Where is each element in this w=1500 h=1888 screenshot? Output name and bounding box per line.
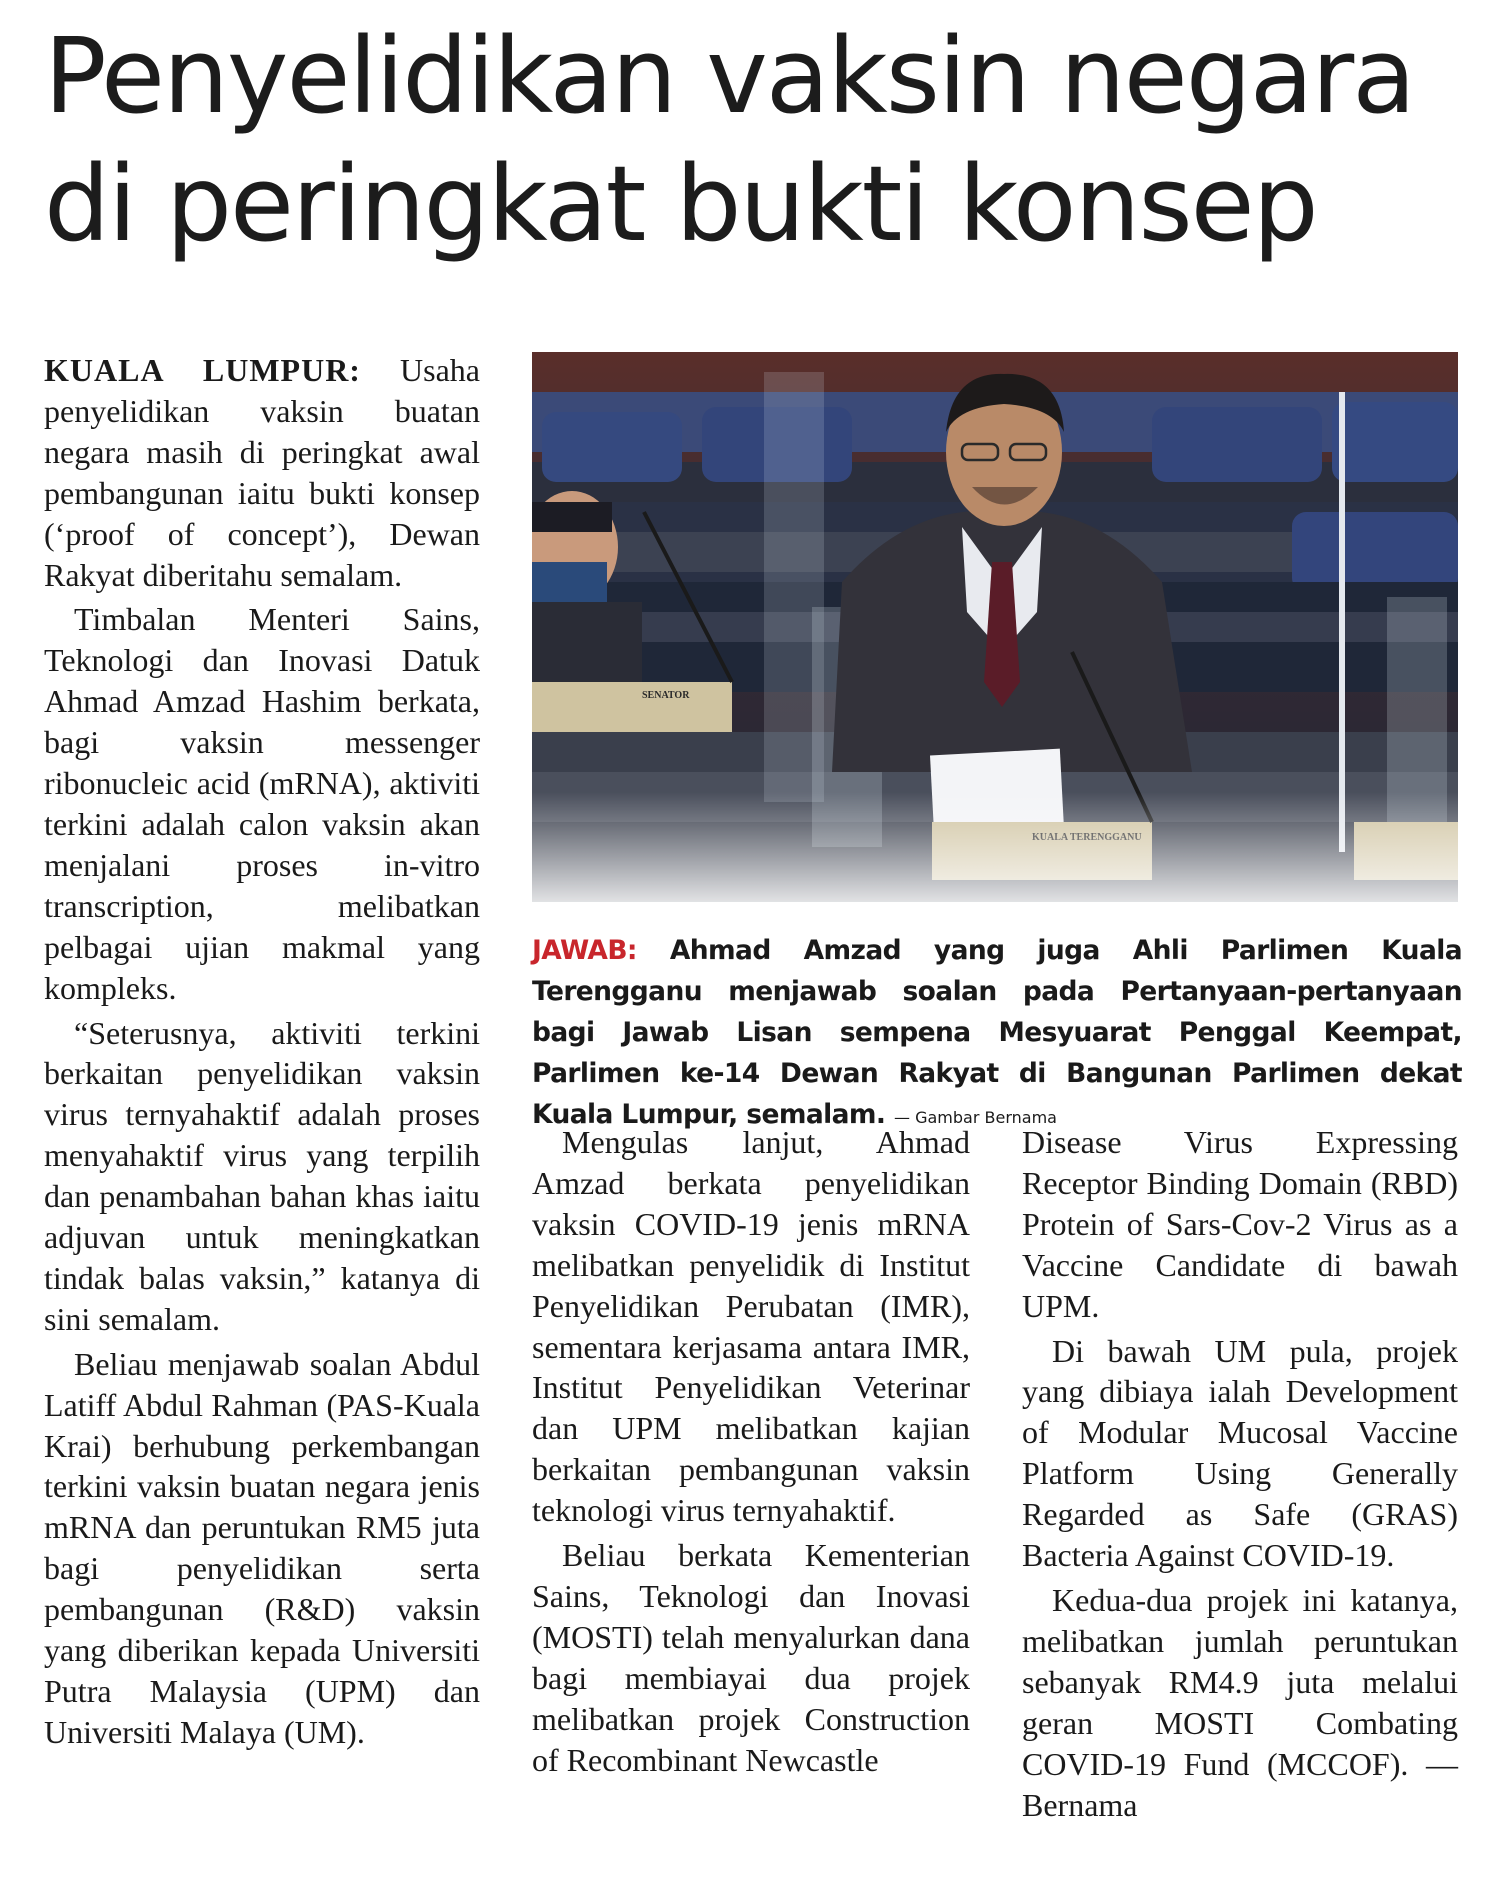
paragraph-2: Timbalan Menteri Sains, Teknologi dan Inovasi Datuk Ahmad Amzad Hashim berkata, bagi vaksin messenger ribonucleic acid (mRNA), aktiviti terkini adalah calon vaksin akan menjalani proses in-vitro transcription, melibatkan pelbagai ujian makmal yang kompleks.: [44, 601, 480, 1006]
caption-label: JAWAB:: [532, 935, 637, 966]
news-photo: [532, 352, 1458, 902]
photo-caption: [532, 930, 1462, 1138]
headline: [44, 12, 1464, 268]
paragraph-1: [44, 350, 480, 595]
paragraph-6: Beliau berkata Kementerian Sains, Teknologi dan Inovasi (MOSTI) telah menyalurkan dana bagi membiayai dua projek melibatkan projek Construction of Recombinant Newcastle: [532, 1537, 970, 1778]
caption-text: Ahmad Amzad yang juga Ahli Parlimen Kuala Terengganu menjawab soalan pada Pertanyaan-pertanyaan bagi Jawab Lisan sempena Mesyuarat Penggal Keempat, Parlimen ke-14 Dewan Rakyat di Bangunan Parlimen dekat Kuala Lumpur, semalam.: [532, 935, 1462, 1130]
article-column-2: [532, 1122, 970, 1781]
article-column-3: [1022, 1122, 1458, 1825]
parliament-photo-illustration: [532, 352, 1458, 902]
dateline: KUALA LUMPUR:: [44, 352, 361, 388]
paragraph-3: “Seterusnya, aktiviti terkini berkaitan penyelidikan vaksin virus ternyahaktif adalah proses menyahaktif virus yang terpilih dan penambahan bahan khas iaitu adjuvan untuk meningkatkan tindak balas vaksin,” katanya di sini semalam.: [44, 1014, 480, 1337]
paragraph-6-continued: Disease Virus Expressing Receptor Binding Domain (RBD) Protein of Sars-Cov-2 Virus as a Vaccine Candidate di bawah UPM.: [1022, 1124, 1458, 1324]
paragraph-5: Mengulas lanjut, Ahmad Amzad berkata penyelidikan vaksin COVID-19 jenis mRNA melibatkan penyelidik di Institut Penyelidikan Perubatan (IMR), sementara kerjasama antara IMR, Institut Penyelidikan Veterinar dan UPM melibatkan kajian berkaitan pembangunan vaksin teknologi virus ternyahaktif.: [532, 1124, 970, 1529]
photo-credit: — Gambar Bernama: [894, 1108, 1057, 1127]
paragraph-4: Beliau menjawab soalan Abdul Latiff Abdul Rahman (PAS-Kuala Krai) berhubung perkembangan terkini vaksin buatan negara jenis mRNA dan peruntukan RM5 juta bagi penyelidikan serta pembangunan (R&D) vaksin yang diberikan kepada Universiti Putra Malaysia (UPM) dan Universiti Malaya (UM).: [44, 1345, 480, 1750]
paragraph-1-text: Usaha penyelidikan vaksin buatan negara masih di peringkat awal pembangunan iaitu bukti konsep (‘proof of concept’), Dewan Rakyat diberitahu semalam.: [44, 352, 480, 593]
paragraph-7: Di bawah UM pula, projek yang dibiaya ialah Development of Modular Mucosal Vaccine Platform Using Generally Regarded as Safe (GRAS) Bacteria Against COVID-19.: [1022, 1332, 1458, 1574]
headline-line-1: Penyelidikan vaksin negara: [44, 15, 1414, 137]
nameplate-left: SENATOR: [642, 690, 690, 701]
paragraph-8: Kedua-dua projek ini katanya, melibatkan jumlah peruntukan sebanyak RM4.9 juta melalui geran MOSTI Combating COVID-19 Fund (MCCOF). — Bernama: [1022, 1581, 1458, 1823]
headline-line-2: di peringkat bukti konsep: [44, 143, 1317, 265]
article-column-1: [44, 350, 480, 1753]
